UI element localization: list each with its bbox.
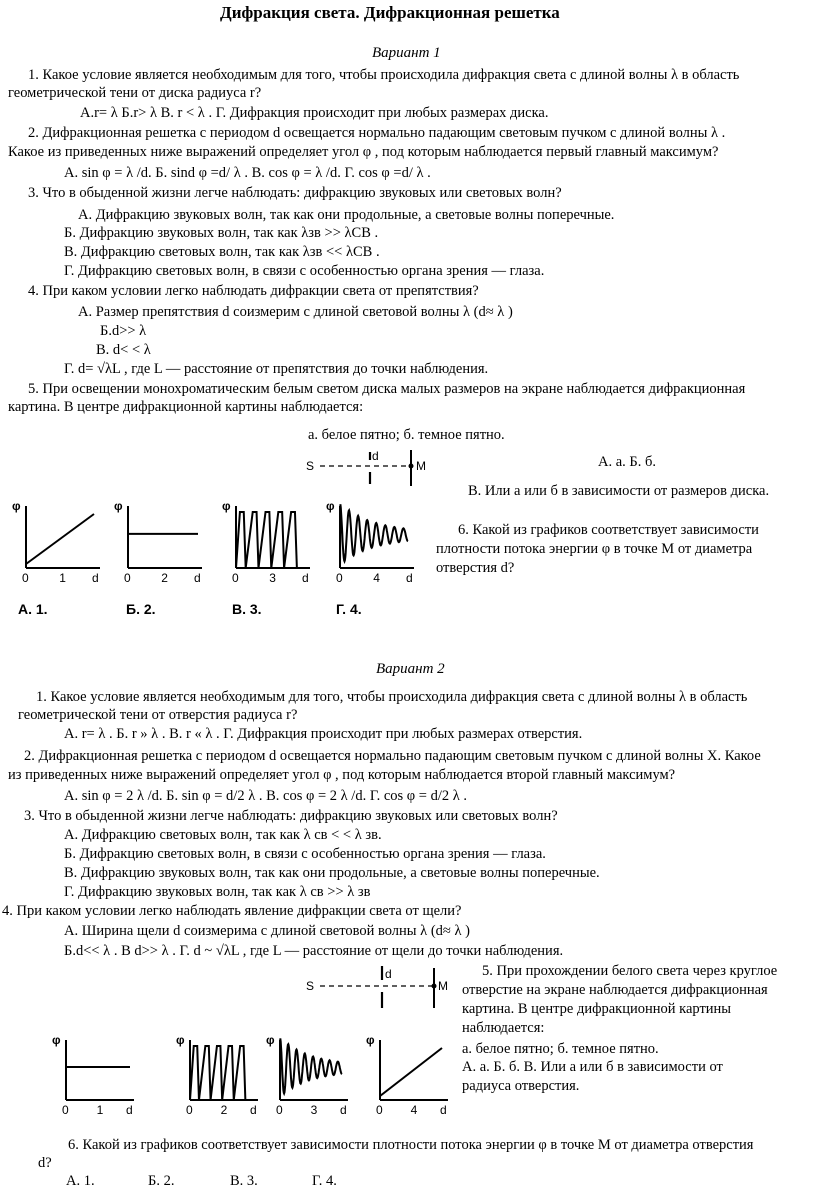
v1-q3-d: Г. Дифракцию световых волн, в связи с особенностью органа зрения — глаза.	[64, 263, 545, 279]
y-axis-label: φ	[366, 1033, 375, 1047]
v1-q2-line2: Какое из приведенных ниже выражений определяет угол φ , под которым наблюдается первый главный максимум?	[8, 144, 719, 160]
v1-graph-label-4: Г. 4.	[336, 601, 362, 617]
variant-1-heading: Вариант 1	[372, 45, 441, 61]
v2-q6-line1: 6. Какой из графиков соответствует зависимости плотности потока энергии φ в точке М от диаметра отверстия	[68, 1137, 754, 1153]
v1-graph-3	[222, 499, 310, 585]
v2-graph-label-4: Г. 4.	[312, 1173, 337, 1189]
v2-graphs	[30, 1030, 450, 1122]
v1-q5-answer-ab: А. а. Б. б.	[598, 454, 656, 470]
origin-label: 0	[232, 571, 239, 585]
v1-graph-2	[114, 499, 202, 585]
source-label: S	[306, 979, 315, 993]
v1-q4-a: А. Размер препятствия d соизмерим с длиной световой волны λ (d≈ λ )	[78, 304, 513, 320]
graph-number: 4	[373, 571, 380, 585]
v2-graph-label-3: В. 3.	[230, 1173, 258, 1189]
v1-q4: 4. При каком условии легко наблюдать дифракции света от препятствия?	[28, 283, 479, 299]
v2-q4-b: Б.d<< λ . В d>> λ . Г. d ~ √λL , где L — расстояние от щели до точки наблюдения.	[64, 943, 564, 959]
obstacle-label: d	[372, 449, 379, 463]
v1-q4-b: Б.d>> λ	[100, 323, 147, 339]
v1-q3-a: А. Дифракцию звуковых волн, так как они продольные, а световые волны поперечные.	[78, 207, 615, 223]
v2-q5-line4: наблюдается:	[462, 1020, 545, 1036]
v1-q5-answer-c: В. Или а или б в зависимости от размеров диска.	[468, 483, 770, 499]
v1-graphs	[0, 496, 420, 596]
v2-graph-label-1: А. 1.	[66, 1173, 95, 1189]
v1-q5-line2: картина. В центре дифракционной картины наблюдается:	[8, 399, 364, 415]
graph-number: 3	[310, 1103, 318, 1117]
x-axis-label: d	[194, 571, 201, 585]
origin-label: 0	[186, 1103, 193, 1117]
v1-q2-answers: А. sin φ = λ /d. Б. sind φ =d/ λ . В. cos φ = λ /d. Г. cos φ =d/ λ .	[64, 165, 431, 181]
x-axis-label: d	[302, 571, 309, 585]
v2-q5-answers-2: радиуса отверстия.	[462, 1078, 580, 1094]
v2-q3-c: В. Дифракцию звуковых волн, так как они продольные, а световые волны поперечные.	[64, 865, 600, 881]
origin-label: 0	[276, 1103, 283, 1117]
v2-q5-line2: отверстие на экране наблюдается дифракционная	[462, 982, 768, 998]
v2-graph-label-2: Б. 2.	[148, 1173, 175, 1189]
v1-q1-line1: 1. Какое условие является необходимым для того, чтобы происходила дифракция света с длиной волны λ в область	[28, 67, 740, 83]
v2-q4-a: А. Ширина щели d соизмерима с длиной световой волны λ (d≈ λ )	[64, 923, 470, 939]
v2-q3-a: А. Дифракцию световых волн, так как λ св < < λ зв.	[64, 827, 382, 843]
v2-q6-line2: d?	[38, 1155, 52, 1171]
graph-curve	[236, 512, 297, 568]
y-axis-label: φ	[52, 1033, 61, 1047]
y-axis-label: φ	[176, 1033, 185, 1047]
v2-q1-line2: геометрической тени от отверстия радиуса r?	[18, 707, 298, 723]
v1-q3-c: В. Дифракцию световых волн, так как λзв << λСВ .	[64, 244, 380, 260]
v1-graph-1	[12, 499, 100, 585]
x-axis-label: d	[406, 571, 413, 585]
origin-label: 0	[62, 1103, 69, 1117]
v2-q2-line2: из приведенных ниже выражений определяет угол φ , под которым наблюдается второй главный максимум?	[8, 767, 676, 783]
v2-q4: 4. При каком условии легко наблюдать явление дифракции света от щели?	[2, 903, 462, 919]
graph-number: 1	[96, 1103, 104, 1117]
v1-q6-line3: отверстия d?	[436, 560, 515, 576]
v1-graph-label-3: В. 3.	[232, 601, 262, 617]
graph-curve	[340, 504, 408, 568]
x-axis-label: d	[250, 1103, 257, 1117]
graph-curve	[280, 1038, 342, 1100]
x-axis-label: d	[126, 1103, 133, 1117]
v2-setup-diagram	[300, 964, 450, 1014]
v2-q5-line1: 5. При прохождении белого света через круглое	[482, 963, 778, 979]
v2-graph-1	[52, 1033, 134, 1117]
y-axis-label: φ	[222, 499, 231, 513]
v1-q4-c: В. d< < λ	[96, 342, 151, 358]
v2-q2-answers: А. sin φ = 2 λ /d. Б. sin φ = d/2 λ . В. cos φ = 2 λ /d. Г. cos φ = d/2 λ .	[64, 788, 468, 804]
v2-q2-line1: 2. Дифракционная решетка с периодом d освещается нормально падающим световым пучком с длиной волны X. Какое	[24, 748, 761, 764]
x-axis-label: d	[440, 1103, 447, 1117]
point-m-label: M	[438, 979, 448, 993]
v2-graph-4	[366, 1033, 448, 1117]
v1-q3: 3. Что в обыденной жизни легче наблюдать: дифракцию звуковых или световых волн?	[28, 185, 562, 201]
y-axis-label: φ	[12, 499, 21, 513]
v1-q4-d: Г. d= √λL , где L — расстояние от препятствия до точки наблюдения.	[64, 361, 489, 377]
origin-label: 0	[124, 571, 131, 585]
v2-graph-2	[176, 1033, 258, 1117]
graph-number: 2	[161, 571, 168, 585]
v2-q5-options: а. белое пятно; б. темное пятно.	[462, 1041, 659, 1057]
graph-curve	[190, 1046, 245, 1100]
point-m-label: M	[416, 459, 426, 473]
v1-q5-options: а. белое пятно; б. темное пятно.	[308, 427, 505, 443]
y-axis-label: φ	[326, 499, 335, 513]
v2-q3-b: Б. Дифракцию световых волн, в связи с особенностью органа зрения — глаза.	[64, 846, 546, 862]
v2-q5-answers: А. а. Б. б. В. Или а или б в зависимости от	[462, 1059, 723, 1075]
v1-q3-b: Б. Дифракцию звуковых волн, так как λзв >> λСВ .	[64, 225, 379, 241]
v2-q3: 3. Что в обыденной жизни легче наблюдать: дифракцию звуковых или световых волн?	[24, 808, 558, 824]
slit-label: d	[385, 967, 392, 981]
v1-q5-line1: 5. При освещении монохроматическим белым светом диска малых размеров на экране наблюдается дифракционная	[28, 381, 746, 397]
v1-graph-label-1: А. 1.	[18, 601, 48, 617]
graph-curve	[380, 1048, 442, 1096]
graph-curve	[26, 514, 94, 564]
v1-q6-line1: 6. Какой из графиков соответствует зависимости	[458, 522, 759, 538]
y-axis-label: φ	[266, 1033, 275, 1047]
x-axis-label: d	[92, 571, 99, 585]
graph-number: 4	[410, 1103, 418, 1117]
v1-q2-line1: 2. Дифракционная решетка с периодом d освещается нормально падающим световым пучком с длиной волны λ .	[28, 125, 726, 141]
y-axis-label: φ	[114, 499, 123, 513]
variant-2-heading: Вариант 2	[376, 661, 445, 677]
v2-q3-d: Г. Дифракцию звуковых волн, так как λ св >> λ зв	[64, 884, 371, 900]
origin-label: 0	[376, 1103, 383, 1117]
x-axis-label: d	[340, 1103, 347, 1117]
v1-graph-4	[326, 499, 414, 585]
graph-number: 3	[269, 571, 276, 585]
origin-label: 0	[336, 571, 343, 585]
graph-number: 2	[220, 1103, 228, 1117]
v1-q6-line2: плотности потока энергии φ в точке М от диаметра	[436, 541, 753, 557]
v1-setup-diagram	[300, 446, 440, 492]
page-title: Дифракция света. Дифракционная решетка	[220, 3, 560, 22]
v1-q1-line2: геометрической тени от диска радиуса r?	[8, 85, 262, 101]
source-label: S	[306, 459, 315, 473]
v2-q1-line1: 1. Какое условие является необходимым для того, чтобы происходила дифракция света с длиной волны λ в область	[36, 689, 748, 705]
v1-q1-answers: А.r= λ Б.r> λ В. r < λ . Г. Дифракция происходит при любых размерах диска.	[80, 105, 549, 121]
origin-label: 0	[22, 571, 29, 585]
v1-graph-label-2: Б. 2.	[126, 601, 156, 617]
v2-q1-answers: А. r= λ . Б. r » λ . В. r « λ . Г. Дифракция происходит при любых размерах отверстия.	[64, 726, 583, 742]
graph-number: 1	[59, 571, 66, 585]
v2-q5-line3: картина. В центре дифракционной картины	[462, 1001, 732, 1017]
v2-graph-3	[266, 1033, 348, 1117]
